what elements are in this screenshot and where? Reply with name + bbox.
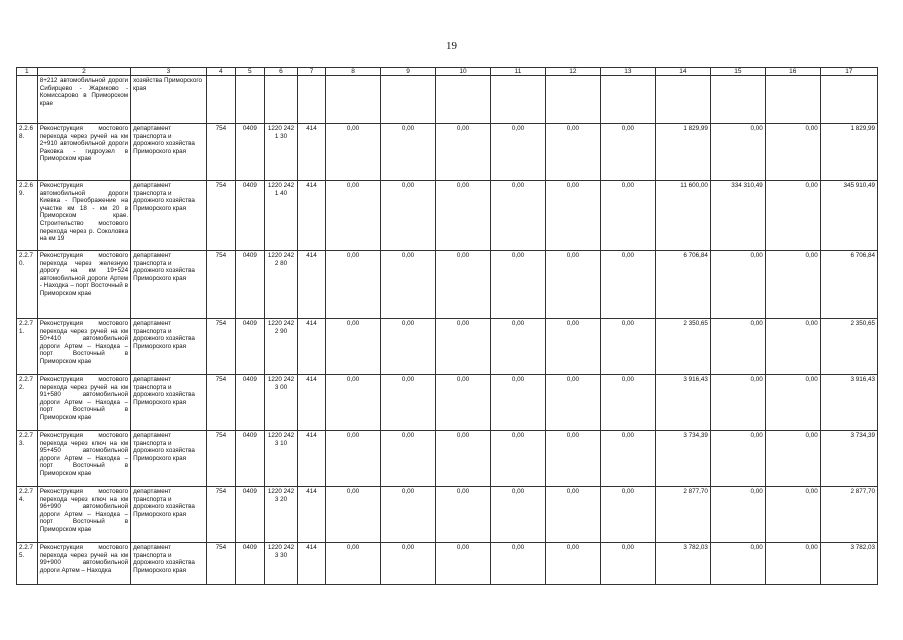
row-number: 2.2.7 1.: [17, 319, 38, 375]
row-value: 0,00: [436, 124, 491, 181]
row-code-6: 1220 2423 00: [264, 375, 297, 431]
row-value: 0,00: [600, 181, 655, 251]
row-code-7: 414: [298, 543, 326, 585]
row-value: 0,00: [381, 375, 436, 431]
row-value: 0,00: [381, 181, 436, 251]
row-name: Реконструкция автомобильной дороги Киевка - Преображение на участке км 18 - км 20 в Приморском крае. Строительство мостового перехода через р. Соколовка на км 19: [37, 181, 130, 251]
row-value: [326, 76, 381, 124]
row-name: Реконструкция мостового перехода через ручей на км 99+900 автомобильной дороги Артем – Находка: [37, 543, 130, 585]
row-value: 0,00: [490, 251, 545, 319]
row-value: 0,00: [326, 543, 381, 585]
row-code-4: [206, 76, 235, 124]
row-department: департамент транспорта и дорожного хозяйства Приморского края: [131, 251, 207, 319]
row-code-4: 754: [206, 181, 235, 251]
row-code-6: 1220 2422 90: [264, 319, 297, 375]
row-value: 11 600,00: [655, 181, 710, 251]
column-header: 14: [655, 68, 710, 76]
row-code-4: 754: [206, 487, 235, 543]
column-header: 1: [17, 68, 38, 76]
row-code-6: 1220 2422 80: [264, 251, 297, 319]
row-value: 0,00: [545, 124, 600, 181]
row-value: 0,00: [765, 375, 820, 431]
row-number: 2.2.7 5.: [17, 543, 38, 585]
row-value: 0,00: [710, 251, 765, 319]
row-value: 0,00: [765, 251, 820, 319]
row-department: департамент транспорта и дорожного хозяйства Приморского края: [131, 431, 207, 487]
row-value: 0,00: [765, 181, 820, 251]
row-code-7: 414: [298, 431, 326, 487]
row-department: департамент транспорта и дорожного хозяйства Приморского края: [131, 487, 207, 543]
column-header: 7: [298, 68, 326, 76]
row-code-4: 754: [206, 431, 235, 487]
row-value: 0,00: [765, 543, 820, 585]
row-value: 0,00: [326, 319, 381, 375]
row-code-7: 414: [298, 375, 326, 431]
row-code-5: 0409: [235, 251, 264, 319]
row-department: департамент транспорта и дорожного хозяйства Приморского края: [131, 181, 207, 251]
row-value: 0,00: [381, 251, 436, 319]
row-code-6: 1220 2423 30: [264, 543, 297, 585]
header-row: [17, 68, 878, 76]
row-value: 0,00: [490, 181, 545, 251]
row-value: 0,00: [600, 543, 655, 585]
column-header: 15: [710, 68, 765, 76]
row-value: 334 310,49: [710, 181, 765, 251]
row-value: 0,00: [545, 251, 600, 319]
row-value: 0,00: [765, 487, 820, 543]
row-name: Реконструкция мостового перехода через ручей на км 2+910 автомобильной дороги Раковка - гидроузел в Приморском крае: [37, 124, 130, 181]
row-code-5: [235, 76, 264, 124]
row-value: 2 877,70: [820, 487, 877, 543]
row-department: департамент транспорта и дорожного хозяйства Приморского края: [131, 124, 207, 181]
row-value: [655, 76, 710, 124]
table-row: [17, 487, 878, 543]
row-value: 0,00: [436, 375, 491, 431]
row-value: 0,00: [545, 319, 600, 375]
row-code-4: 754: [206, 543, 235, 585]
column-header: 9: [381, 68, 436, 76]
row-value: 2 350,65: [655, 319, 710, 375]
row-value: 0,00: [326, 431, 381, 487]
row-value: 2 877,70: [655, 487, 710, 543]
row-value: 0,00: [436, 543, 491, 585]
row-value: 0,00: [436, 251, 491, 319]
table-row: [17, 319, 878, 375]
row-value: 0,00: [381, 431, 436, 487]
row-department: хозяйства Приморского края: [131, 76, 207, 124]
row-value: 3 916,43: [655, 375, 710, 431]
column-header: 17: [820, 68, 877, 76]
row-value: [820, 76, 877, 124]
row-number: 2.2.6 9.: [17, 181, 38, 251]
row-name: 8+212 автомобильной дороги Сибирцево - Жариково - Комиссарово в Приморском крае: [37, 76, 130, 124]
row-value: 3 782,03: [655, 543, 710, 585]
row-name: Реконструкция мостового перехода через ключ на км 95+450 автомобильной дороги Артем – Находка – порт Восточный в Приморском крае: [37, 431, 130, 487]
row-department: департамент транспорта и дорожного хозяйства Приморского края: [131, 543, 207, 585]
row-value: 2 350,65: [820, 319, 877, 375]
row-value: 0,00: [490, 319, 545, 375]
column-header: 8: [326, 68, 381, 76]
row-code-4: 754: [206, 375, 235, 431]
row-number: 2.2.7 4.: [17, 487, 38, 543]
table-row: [17, 76, 878, 124]
row-value: 0,00: [710, 319, 765, 375]
row-value: [381, 76, 436, 124]
row-value: 0,00: [436, 181, 491, 251]
row-value: 0,00: [765, 431, 820, 487]
row-value: 3 916,43: [820, 375, 877, 431]
row-value: 0,00: [490, 543, 545, 585]
column-header: 12: [545, 68, 600, 76]
row-value: [436, 76, 491, 124]
column-header: 13: [600, 68, 655, 76]
row-number: [17, 76, 38, 124]
row-value: 0,00: [710, 487, 765, 543]
row-value: 0,00: [436, 319, 491, 375]
row-value: 0,00: [600, 319, 655, 375]
row-code-6: [264, 76, 297, 124]
row-value: 0,00: [381, 487, 436, 543]
column-header: 4: [206, 68, 235, 76]
column-header: 5: [235, 68, 264, 76]
row-value: 0,00: [600, 251, 655, 319]
row-code-5: 0409: [235, 181, 264, 251]
row-number: 2.2.7 0.: [17, 251, 38, 319]
row-code-7: 414: [298, 124, 326, 181]
row-value: 0,00: [710, 124, 765, 181]
row-value: 0,00: [490, 124, 545, 181]
row-value: 0,00: [600, 431, 655, 487]
row-code-4: 754: [206, 251, 235, 319]
row-value: 0,00: [710, 431, 765, 487]
page-number: 19: [446, 40, 457, 52]
table-row: [17, 375, 878, 431]
row-value: 0,00: [710, 543, 765, 585]
row-value: [490, 76, 545, 124]
row-code-7: 414: [298, 487, 326, 543]
row-value: 0,00: [545, 375, 600, 431]
row-value: 345 910,49: [820, 181, 877, 251]
row-value: 0,00: [710, 375, 765, 431]
row-value: 0,00: [490, 431, 545, 487]
row-code-6: 1220 2421 40: [264, 181, 297, 251]
column-header: 6: [264, 68, 297, 76]
row-number: 2.2.7 2.: [17, 375, 38, 431]
row-code-5: 0409: [235, 124, 264, 181]
table-body: [17, 76, 878, 585]
row-value: [545, 76, 600, 124]
budget-table: [16, 67, 878, 585]
row-name: Реконструкция мостового перехода через ручей на км 50+410 автомобильной дороги Артем – Находка – порт Восточный в Приморском крае: [37, 319, 130, 375]
row-value: 0,00: [326, 124, 381, 181]
row-code-4: 754: [206, 319, 235, 375]
row-code-5: 0409: [235, 375, 264, 431]
row-value: 0,00: [326, 251, 381, 319]
row-value: 0,00: [490, 375, 545, 431]
row-value: [600, 76, 655, 124]
row-value: 0,00: [600, 124, 655, 181]
row-value: 0,00: [326, 487, 381, 543]
row-value: 0,00: [381, 124, 436, 181]
row-code-7: 414: [298, 319, 326, 375]
column-header: 3: [131, 68, 207, 76]
row-number: 2.2.7 3.: [17, 431, 38, 487]
column-header: 10: [436, 68, 491, 76]
row-value: 0,00: [545, 431, 600, 487]
row-value: 0,00: [490, 487, 545, 543]
row-value: 0,00: [436, 487, 491, 543]
row-code-7: 414: [298, 181, 326, 251]
row-code-7: 414: [298, 251, 326, 319]
column-header: 11: [490, 68, 545, 76]
column-header: 2: [37, 68, 130, 76]
table-row: [17, 431, 878, 487]
row-value: 0,00: [545, 543, 600, 585]
row-value: 1 829,99: [820, 124, 877, 181]
row-code-5: 0409: [235, 319, 264, 375]
row-code-4: 754: [206, 124, 235, 181]
row-value: [765, 76, 820, 124]
table-row: [17, 543, 878, 585]
row-value: 0,00: [326, 181, 381, 251]
row-department: департамент транспорта и дорожного хозяйства Приморского края: [131, 375, 207, 431]
row-name: Реконструкция мостового перехода через ручей на км 91+580 автомобильной дороги Артем – Находка – порт Восточный в Приморском крае: [37, 375, 130, 431]
row-code-6: 1220 2421 30: [264, 124, 297, 181]
row-value: 1 829,99: [655, 124, 710, 181]
row-value: 0,00: [326, 375, 381, 431]
row-value: 6 706,84: [820, 251, 877, 319]
row-value: 0,00: [765, 124, 820, 181]
row-value: 6 706,84: [655, 251, 710, 319]
row-value: 0,00: [381, 319, 436, 375]
row-value: 0,00: [381, 543, 436, 585]
row-code-6: 1220 2423 20: [264, 487, 297, 543]
row-value: 3 734,39: [655, 431, 710, 487]
row-code-5: 0409: [235, 431, 264, 487]
row-number: 2.2.6 8.: [17, 124, 38, 181]
column-header: 16: [765, 68, 820, 76]
row-code-5: 0409: [235, 543, 264, 585]
row-code-6: 1220 2423 10: [264, 431, 297, 487]
table-row: [17, 124, 878, 181]
table-row: [17, 251, 878, 319]
row-value: 0,00: [765, 319, 820, 375]
row-name: Реконструкция мостового перехода через ключ на км 96+990 автомобильной дороги Артем – Находка – порт Восточный в Приморском крае: [37, 487, 130, 543]
row-value: 0,00: [600, 487, 655, 543]
row-value: 0,00: [545, 181, 600, 251]
table-row: [17, 181, 878, 251]
row-department: департамент транспорта и дорожного хозяйства Приморского края: [131, 319, 207, 375]
row-value: 0,00: [545, 487, 600, 543]
row-value: [710, 76, 765, 124]
row-value: 3 734,39: [820, 431, 877, 487]
row-code-5: 0409: [235, 487, 264, 543]
row-value: 0,00: [600, 375, 655, 431]
row-value: 3 782,03: [820, 543, 877, 585]
row-value: 0,00: [436, 431, 491, 487]
row-code-7: [298, 76, 326, 124]
row-name: Реконструкция мостового перехода через железную дорогу на км 19+524 автомобильной дороги Артем - Находка – порт Восточный в Приморском крае: [37, 251, 130, 319]
